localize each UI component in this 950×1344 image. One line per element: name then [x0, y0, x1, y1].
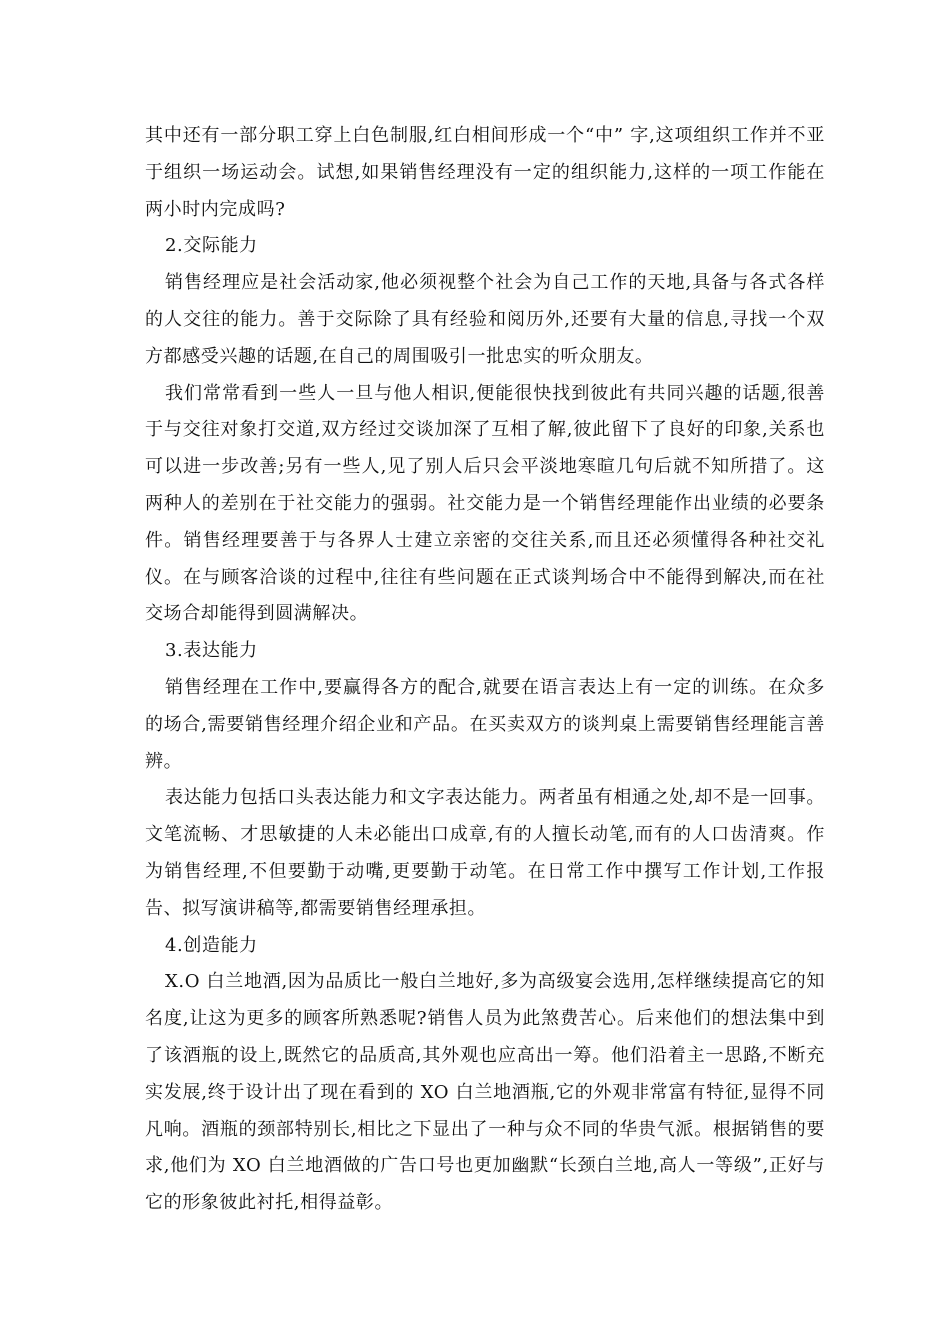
paragraph-communication-intro: 销售经理应是社会活动家,他必须视整个社会为自己工作的天地,具备与各式各样的人交往的能力。善于交际除了具有经验和阅历外,还要有大量的信息,寻找一个双方都感受兴趣的话题,在自己的周围吸引一批忠实的听众朋友。: [145, 272, 825, 367]
section-heading-expression: 3.表达能力: [165, 640, 258, 662]
document-body: [145, 118, 825, 1222]
paragraph-organization-continued: 其中还有一部分职工穿上白色制服,红白相间形成一个“中” 字,这项组织工作并不亚于组织一场运动会。试想,如果销售经理没有一定的组织能力,这样的一项工作能在两小时内完成吗?: [145, 125, 825, 220]
paragraph-creativity-example: X.O 白兰地酒,因为品质比一般白兰地好,多为高级宴会选用,怎样继续提高它的知名度,让这为更多的顾客所熟悉呢?销售人员为此煞费苦心。后来他们的想法集中到了该酒瓶的设上,既然它的品质高,其外观也应高出一筹。他们沿着主一思路,不断充实发展,终于设计出了现在看到的 XO 白兰地酒瓶,它的外观非常富有特征,显得不同凡响。酒瓶的颈部特别长,相比之下显出了一种与众不同的华贵气派。根据销售的要求,他们为 XO 白兰地酒做的广告口号也更加幽默“长颈白兰地,高人一等级”,正好与它的形象彼此衬托,相得益彰。: [145, 971, 825, 1214]
paragraph-expression-intro: 销售经理在工作中,要赢得各方的配合,就要在语言表达上有一定的训练。在众多的场合,需要销售经理介绍企业和产品。在买卖双方的谈判桌上需要销售经理能言善辨。: [145, 676, 825, 772]
section-heading-creativity: 4.创造能力: [165, 934, 258, 956]
section-heading-communication: 2.交际能力: [165, 235, 258, 257]
paragraph-communication-detail: 我们常常看到一些人一旦与他人相识,便能很快找到彼此有共同兴趣的话题,很善于与交往对象打交道,双方经过交谈加深了互相了解,彼此留下了良好的印象,关系也可以进一步改善;另有一些人,见了别人后只会平淡地寒暄几句后就不知所措了。这两种人的差别在于社交能力的强弱。社交能力是一个销售经理能作出业绩的必要条件。销售经理要善于与各界人士建立亲密的交往关系,而且还必须懂得各种社交礼仪。在与顾客洽谈的过程中,往往有些问题在正式谈判场合中不能得到解决,而在社交场合却能得到圆满解决。: [145, 382, 825, 625]
paragraph-expression-detail: 表达能力包括口头表达能力和文字表达能力。两者虽有相通之处,却不是一回事。文笔流畅、才思敏捷的人未必能出口成章,有的人擅长动笔,而有的人口齿清爽。作为销售经理,不但要勤于动嘴,更要勤于动笔。在日常工作中撰写工作计划,工作报告、拟写演讲稿等,都需要销售经理承担。: [145, 787, 825, 919]
